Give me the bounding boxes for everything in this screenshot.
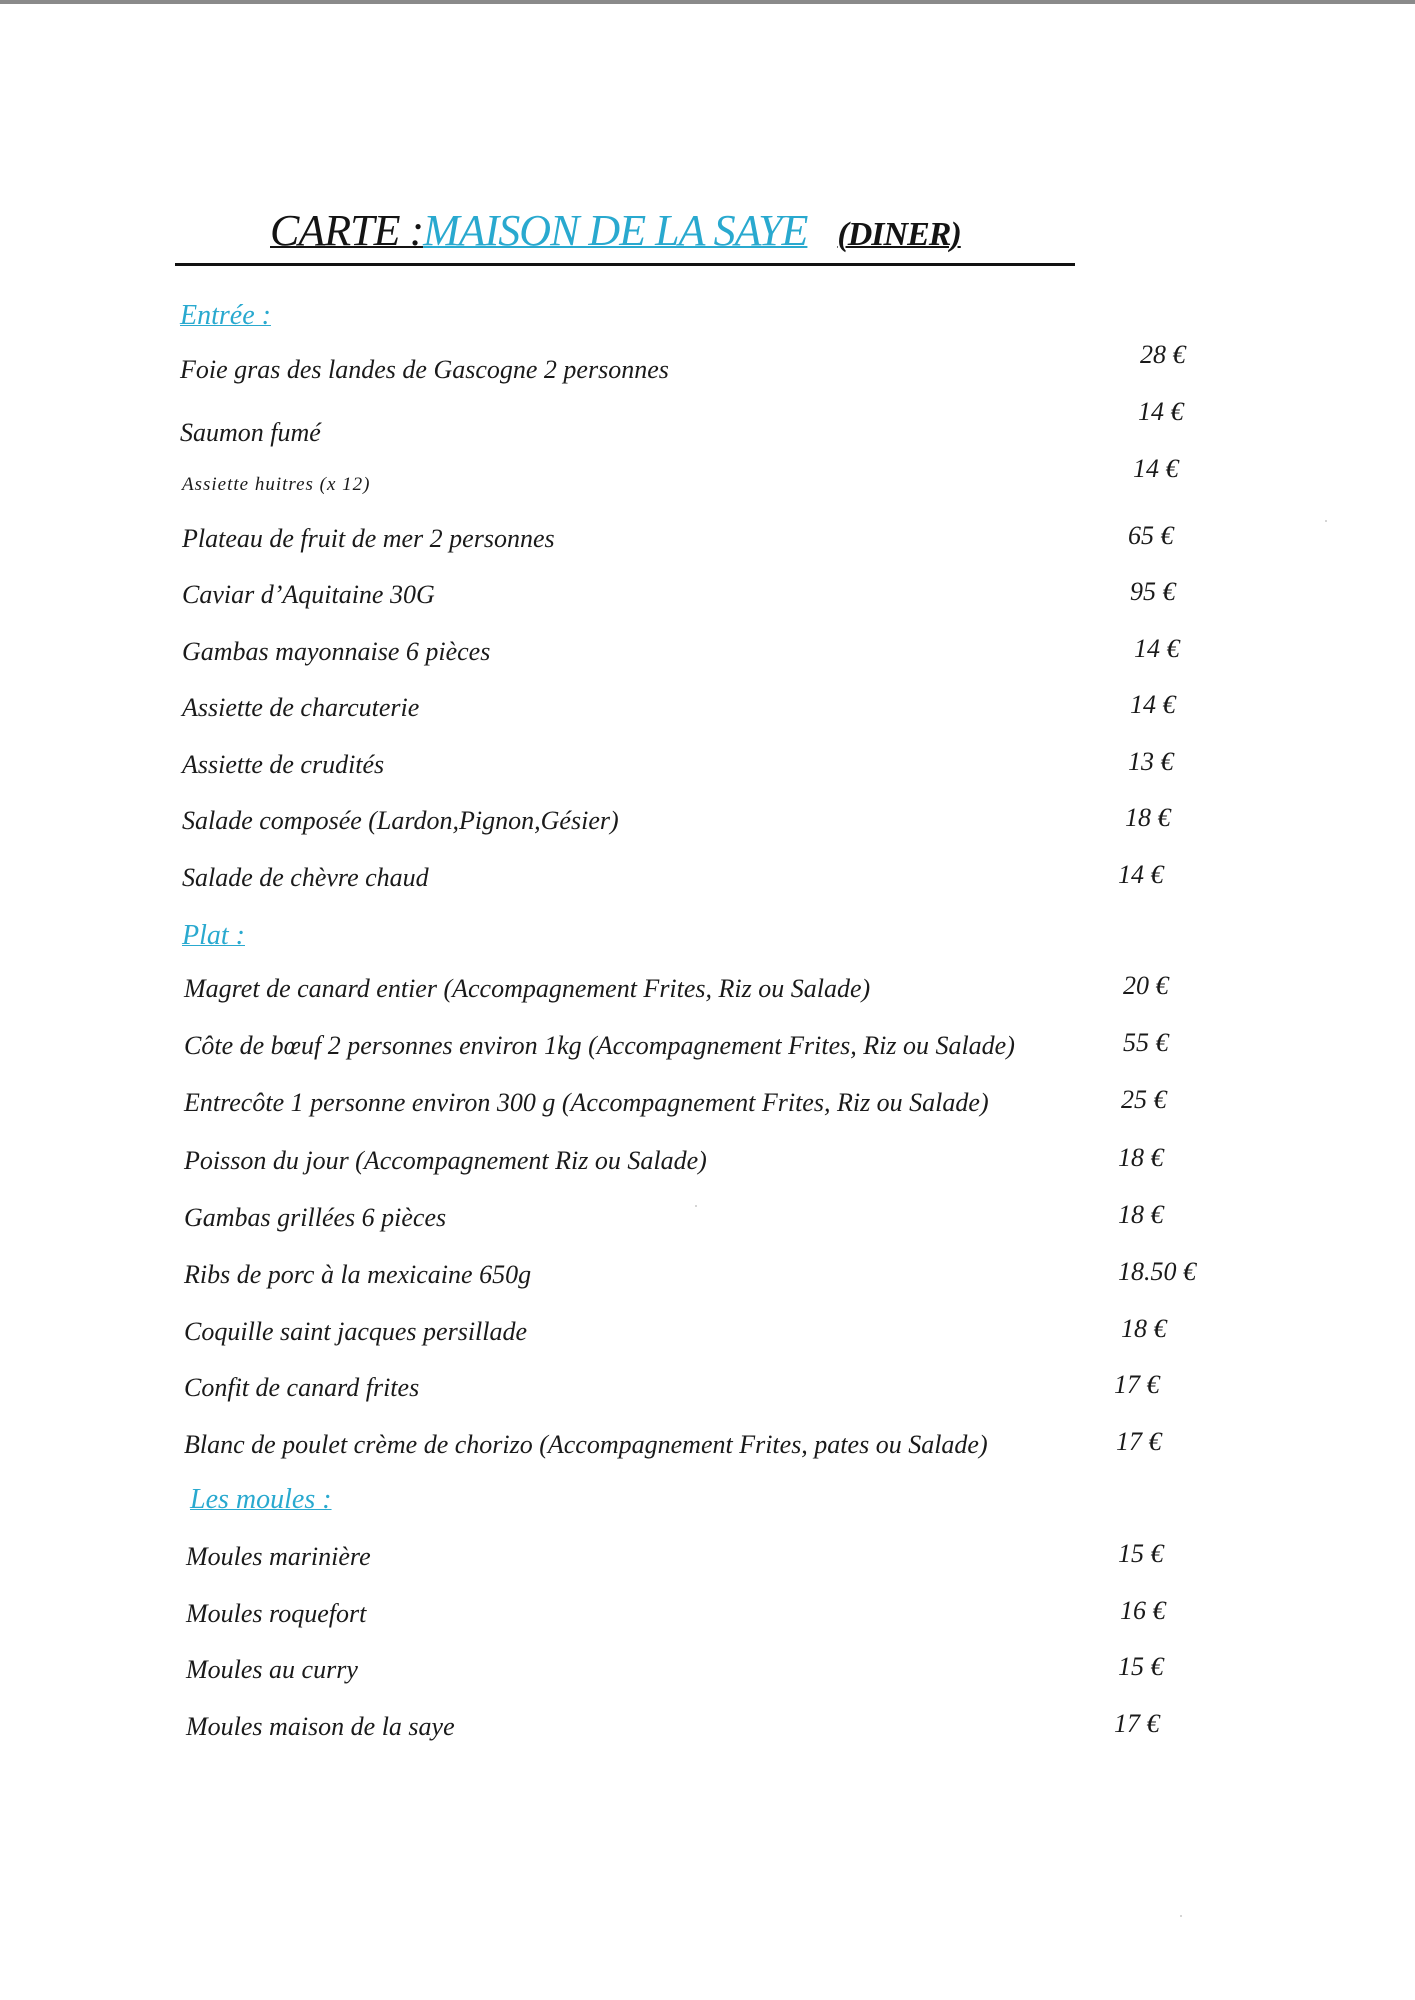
menu-item-name: Gambas mayonnaise 6 pièces	[182, 637, 491, 666]
menu-item-name: Magret de canard entier (Accompagnement Frites, Riz ou Salade)	[184, 974, 871, 1003]
menu-item-price: 17 €	[1116, 1427, 1162, 1456]
menu-item-price: 14 €	[1130, 690, 1176, 719]
menu-item-price: 17 €	[1114, 1709, 1160, 1738]
menu-title	[175, 205, 1075, 275]
service-label: (DINER)	[837, 216, 961, 253]
menu-item-name: Foie gras des landes de Gascogne 2 personnes	[180, 355, 669, 384]
menu-item-name: Côte de bœuf 2 personnes environ 1kg (Accompagnement Frites, Riz ou Salade)	[184, 1031, 1015, 1060]
section-heading-moules: Les moules :	[190, 1484, 332, 1515]
section-heading-entree: Entrée :	[180, 300, 271, 331]
menu-item-price: 18 €	[1118, 1200, 1164, 1229]
menu-item-price: 14 €	[1138, 397, 1184, 426]
menu-item-price: 18 €	[1118, 1143, 1164, 1172]
menu-item-price: 17 €	[1114, 1370, 1160, 1399]
menu-item-price: 25 €	[1121, 1085, 1167, 1114]
scan-speck	[695, 1205, 697, 1207]
menu-item-name: Ribs de porc à la mexicaine 650g	[184, 1260, 532, 1289]
menu-item-name: Blanc de poulet crème de chorizo (Accompagnement Frites, pates ou Salade)	[184, 1430, 988, 1459]
menu-item-name: Salade de chèvre chaud	[182, 863, 429, 892]
scan-edge	[0, 0, 1415, 4]
section-heading-plat: Plat :	[182, 920, 245, 951]
menu-item-name: Assiette huitres (x 12)	[182, 474, 371, 495]
menu-item-name: Moules maison de la saye	[186, 1712, 455, 1741]
menu-item-price: 55 €	[1123, 1028, 1169, 1057]
scan-speck	[1180, 1915, 1182, 1917]
title-underline	[175, 263, 1075, 266]
menu-item-name: Moules au curry	[186, 1655, 358, 1684]
menu-item-price: 14 €	[1133, 454, 1179, 483]
menu-item-name: Assiette de crudités	[182, 750, 385, 779]
menu-item-price: 18 €	[1125, 803, 1171, 832]
menu-item-price: 28 €	[1140, 340, 1186, 369]
menu-item-price: 18 €	[1121, 1314, 1167, 1343]
menu-item-name: Coquille saint jacques persillade	[184, 1317, 528, 1346]
menu-item-name: Gambas grillées 6 pièces	[184, 1203, 447, 1232]
menu-item-name: Poisson du jour (Accompagnement Riz ou Salade)	[184, 1146, 707, 1175]
menu-item-name: Moules roquefort	[186, 1599, 367, 1628]
title-text	[270, 205, 961, 256]
title-carte: CARTE :	[270, 206, 424, 255]
menu-item-name: Entrecôte 1 personne environ 300 g (Accompagnement Frites, Riz ou Salade)	[184, 1088, 989, 1117]
menu-item-price: 16 €	[1120, 1596, 1166, 1625]
menu-item-price: 14 €	[1118, 860, 1164, 889]
menu-item-price: 18.50 €	[1118, 1257, 1196, 1286]
menu-item-price: 15 €	[1118, 1652, 1164, 1681]
menu-item-price: 15 €	[1118, 1539, 1164, 1568]
menu-item-price: 65 €	[1128, 521, 1174, 550]
menu-item-price: 20 €	[1123, 971, 1169, 1000]
menu-item-name: Confit de canard frites	[184, 1373, 420, 1402]
scan-speck	[1325, 520, 1327, 522]
menu-item-price: 13 €	[1128, 747, 1174, 776]
menu-item-name: Moules marinière	[186, 1542, 371, 1571]
menu-item-name: Plateau de fruit de mer 2 personnes	[182, 524, 555, 553]
menu-item-name: Assiette de charcuterie	[182, 693, 420, 722]
menu-item-name: Caviar d’Aquitaine 30G	[182, 580, 435, 609]
menu-item-name: Saumon fumé	[180, 418, 321, 447]
menu-item-price: 95 €	[1130, 577, 1176, 606]
restaurant-name: MAISON DE LA SAYE	[423, 206, 808, 255]
menu-item-price: 14 €	[1134, 634, 1180, 663]
menu-item-name: Salade composée (Lardon,Pignon,Gésier)	[182, 806, 619, 835]
